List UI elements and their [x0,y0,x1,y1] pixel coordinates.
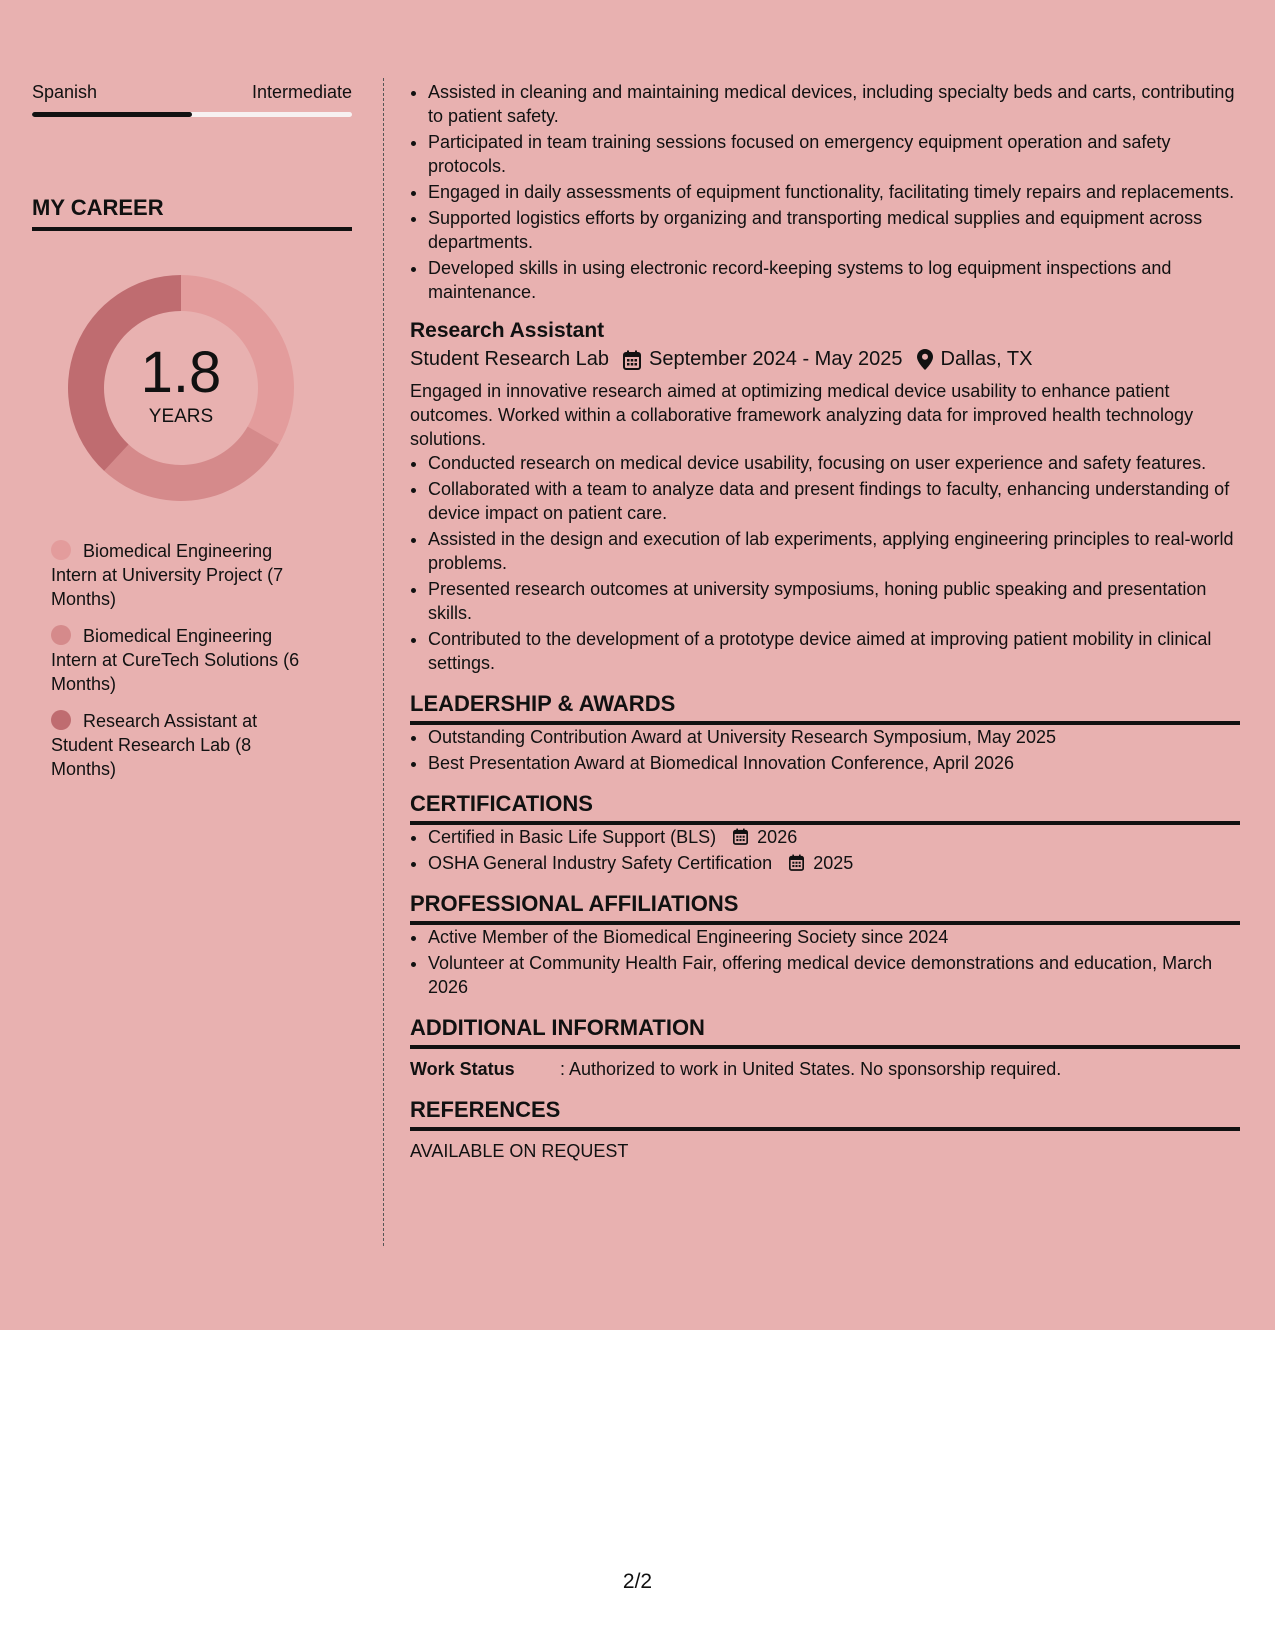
bullet-item: • Contributed to the development of a prototype device aimed at improving patient mobility in clinical settings. [428,627,1240,675]
references-text: AVAILABLE ON REQUEST [410,1141,629,1161]
award-item: • Outstanding Contribution Award at University Research Symposium, May 2025 [428,725,1240,749]
language-proficiency-fill [32,112,192,117]
award-item: • Best Presentation Award at Biomedical Innovation Conference, April 2026 [428,751,1240,775]
bullet-item: • Assisted in cleaning and maintaining medical devices, including specialty beds and carts, contributing to patient safety. [428,80,1240,128]
legend-dot-icon [51,540,71,560]
work-status-row [410,1057,1240,1081]
work-status-value: : Authorized to work in United States. No sponsorship required. [560,1059,1062,1079]
calendar-icon [623,350,641,370]
calendar-icon [733,828,748,845]
certifications-heading: CERTIFICATIONS [410,791,1240,825]
bullet-item: • Presented research outcomes at university symposiums, honing public speaking and presentation skills. [428,577,1240,625]
bullet-item: • Supported logistics efforts by organizing and transporting medical supplies and equipment across departments. [428,206,1240,254]
certifications-list [410,825,1240,875]
map-pin-icon [917,349,933,370]
affiliations-heading: PROFESSIONAL AFFILIATIONS [410,891,1240,925]
job-description: Engaged in innovative research aimed at optimizing medical device usability to enhance patient outcomes. Worked within a collaborative framework analyzing data for improved health technology solutions. [410,381,1194,449]
job-org: Student Research Lab [410,348,610,370]
job-title: Research Assistant [410,319,605,342]
job-location: Dallas, TX [940,348,1033,370]
affiliation-item: • Active Member of the Biomedical Engineering Society since 2024 [428,925,1240,949]
references-heading: REFERENCES [410,1097,1240,1131]
language-row [32,82,352,103]
career-legend-label: Research Assistant at Student Research Lab (8 Months) [51,711,258,779]
language-proficiency-bar [32,112,352,117]
legend-dot-icon [51,625,71,645]
work-status-label: Work Status [410,1059,515,1079]
bullet-item: • Assisted in the design and execution of lab experiments, applying engineering principles to real-world problems. [428,527,1240,575]
certification-item [428,851,1240,875]
legend-dot-icon [51,710,71,730]
career-legend-item [51,709,311,781]
affiliation-item: • Volunteer at Community Health Fair, offering medical device demonstrations and education, March 2026 [428,951,1240,999]
career-total-unit: YEARS [148,406,214,427]
career-legend-label: Biomedical Engineering Intern at CureTech Solutions (6 Months) [51,626,300,694]
career-legend [32,539,352,781]
certification-year: 2025 [813,853,854,873]
job-meta [410,348,1240,371]
career-legend-label: Biomedical Engineering Intern at University Project (7 Months) [51,541,284,609]
previous-job-bullets [410,80,1240,304]
main-column [410,80,1240,1162]
sidebar [32,60,352,794]
bullet-item: • Collaborated with a team to analyze data and present findings to faculty, enhancing understanding of device impact on patient care. [428,477,1240,525]
certification-item [428,825,1240,849]
certification-name: Certified in Basic Life Support (BLS) [428,827,717,847]
bullet-item: • Participated in team training sessions focused on emergency equipment operation and safety protocols. [428,130,1240,178]
career-legend-item [51,539,311,611]
leadership-list [410,725,1240,775]
certification-name: OSHA General Industry Safety Certification [428,853,773,873]
bullet-item: • Engaged in daily assessments of equipment functionality, facilitating timely repairs and replacements. [428,180,1240,204]
page-number: 2/2 [622,1570,653,1593]
language-level: Intermediate [251,82,352,102]
job-dates: September 2024 - May 2025 [649,348,903,370]
calendar-icon [789,854,804,871]
bullet-item: • Conducted research on medical device usability, focusing on user experience and safety features. [428,451,1240,475]
job-bullets [410,451,1240,675]
language-name: Spanish [32,82,98,102]
affiliations-list [410,925,1240,999]
career-donut-chart [66,273,296,503]
certification-year: 2026 [757,827,798,847]
career-total-value: 1.8 [140,340,222,405]
column-divider [383,78,384,1246]
career-heading: MY CAREER [32,195,352,231]
career-legend-item [51,624,311,696]
leadership-heading: LEADERSHIP & AWARDS [410,691,1240,725]
additional-heading: ADDITIONAL INFORMATION [410,1015,1240,1049]
donut-center [66,273,296,503]
bullet-item: • Developed skills in using electronic record-keeping systems to log equipment inspections and maintenance. [428,256,1240,304]
